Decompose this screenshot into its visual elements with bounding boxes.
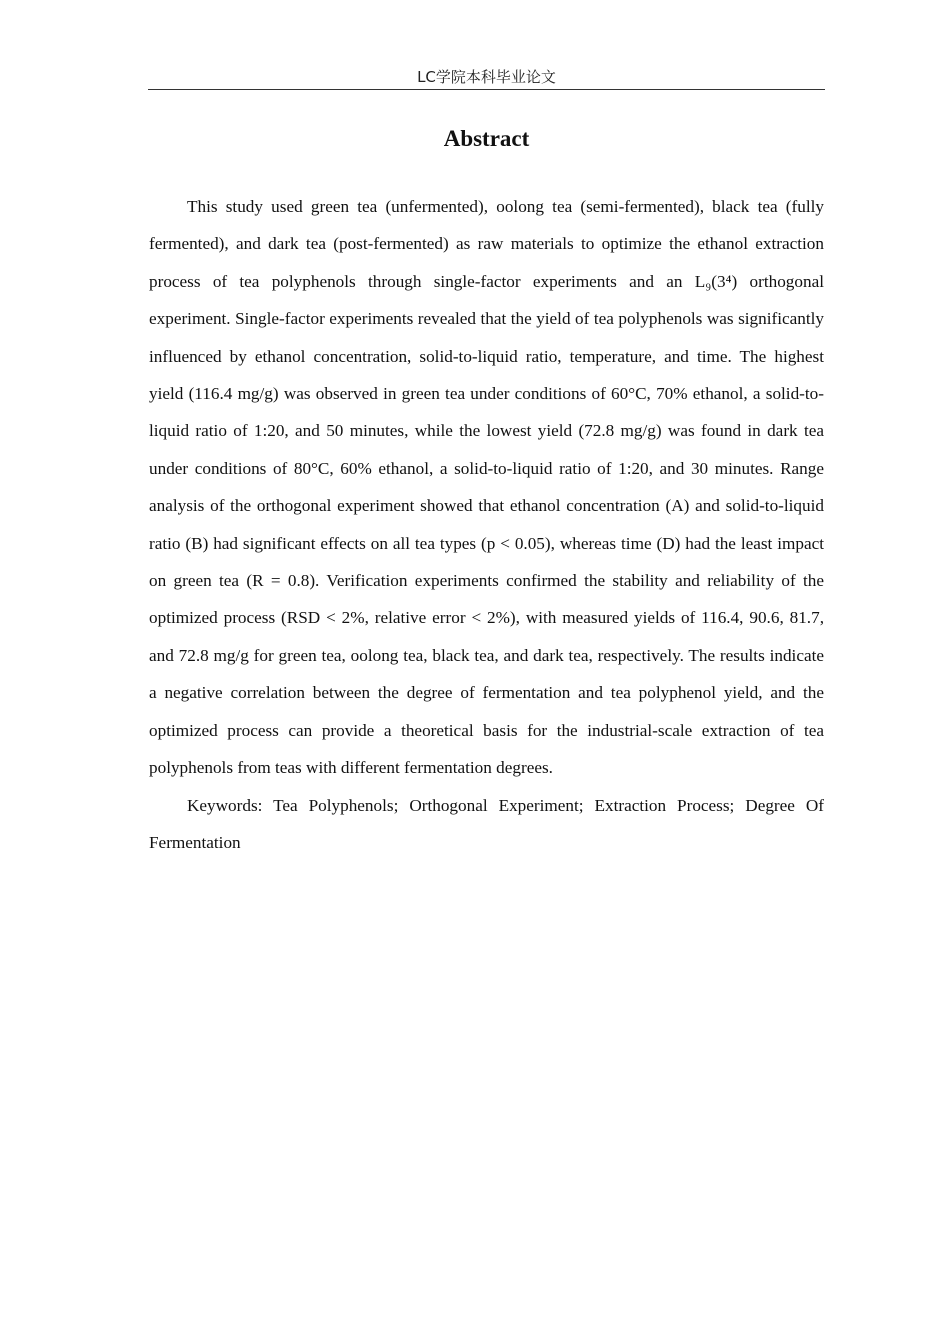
keywords-line: Keywords: Tea Polyphenols; Orthogonal Experiment; Extraction Process; Degree Of Fermentation — [149, 795, 824, 852]
abstract-paragraph: This study used green tea (unfermented), oolong tea (semi-fermented), black tea (fully fermented), and dark tea (post-fermented) as raw materials to optimize the ethanol extraction process of tea polyphenols through single-factor experiments and an L₉(3⁴) orthogonal experiment. Single-factor experiments revealed that the yield of tea polyphenols was significantly influenced by ethanol concentration, solid-to-liquid ratio, temperature, and time. The highest yield (116.4 mg/g) was observed in green tea under conditions of 60°C, 70% ethanol, a solid-to-liquid ratio of 1:20, and 50 minutes, while the lowest yield (72.8 mg/g) was found in dark tea under conditions of 80°C, 60% ethanol, a solid-to-liquid ratio of 1:20, and 30 minutes. Range analysis of the orthogonal experiment showed that ethanol concentration (A) and solid-to-liquid ratio (B) had significant effects on all tea types (p < 0.05), whereas time (D) had the least impact on green tea (R = 0.8). Verification experiments confirmed the stability and reliability of the optimized process (RSD < 2%, relative error < 2%), with measured yields of 116.4, 90.6, 81.7, and 72.8 mg/g for green tea, oolong tea, black tea, and dark tea, respectively. The results indicate a negative correlation between the degree of fermentation and tea polyphenol yield, and the optimized process can provide a theoretical basis for the industrial-scale extraction of tea polyphenols from teas with different fermentation degrees. — [149, 197, 824, 778]
abstract-body — [149, 188, 824, 861]
running-header: LC学院本科毕业论文 — [417, 68, 556, 86]
abstract-title: Abstract — [443, 126, 530, 151]
header-rule — [148, 89, 825, 90]
